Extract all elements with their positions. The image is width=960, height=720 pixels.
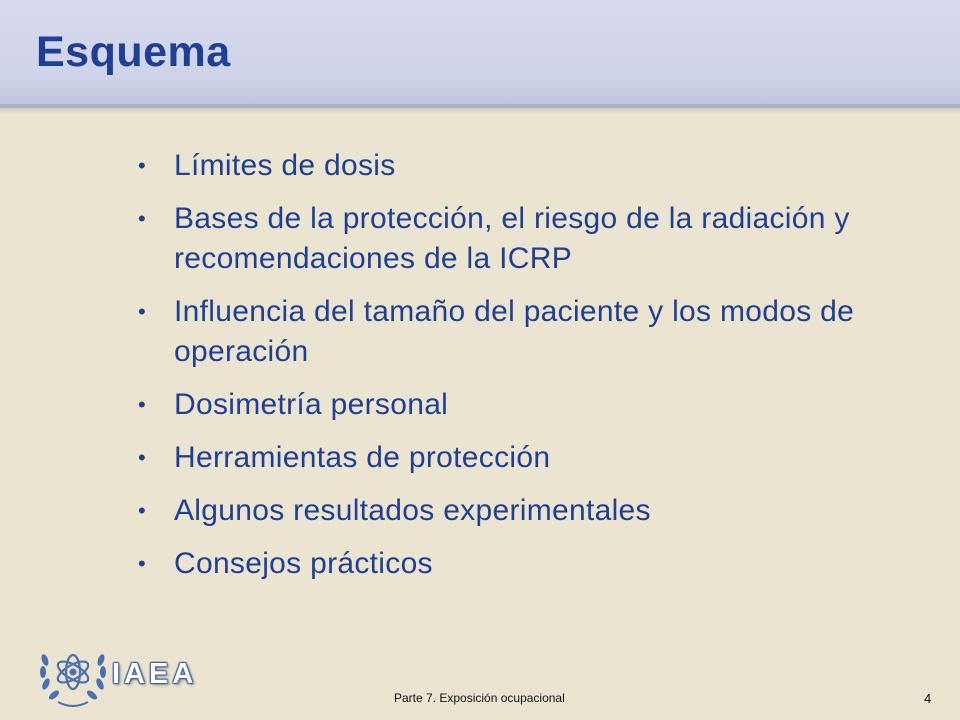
bullet-dot: •	[138, 551, 147, 576]
iaea-logo-icon	[36, 638, 110, 712]
bullet-item	[134, 385, 934, 425]
bullet-item	[134, 491, 934, 531]
bullet-item	[134, 544, 934, 584]
bullet-list	[134, 146, 934, 597]
iaea-logo-text: IAEA	[112, 658, 198, 690]
footer-caption: Parte 7. Exposición ocupacional	[394, 691, 565, 705]
bullet-text: Algunos resultados experimentales	[174, 494, 651, 527]
bullet-item	[134, 199, 934, 279]
bullet-text: Dosimetría personal	[174, 388, 449, 421]
bullet-dot: •	[138, 445, 147, 470]
bullet-text: Límites de dosis	[174, 149, 396, 182]
bullet-text: Consejos prácticos	[174, 547, 433, 580]
bullet-dot: •	[138, 299, 147, 324]
bullet-dot: •	[138, 206, 147, 231]
bullet-text: Herramientas de protección	[174, 441, 551, 474]
bullet-dot: •	[138, 498, 147, 523]
slide-title: Esquema	[36, 28, 231, 76]
page-number: 4	[924, 691, 932, 706]
bullet-text: Influencia del tamaño del paciente y los modos de operación	[174, 295, 855, 368]
bullet-item	[134, 146, 934, 186]
bullet-text: Bases de la protección, el riesgo de la radiación y recomendaciones de la ICRP	[174, 202, 850, 275]
bullet-item	[134, 438, 934, 478]
title-bar-shadow	[0, 104, 960, 114]
bullet-item	[134, 292, 934, 372]
bullet-dot: •	[138, 153, 147, 178]
bullet-dot: •	[138, 392, 147, 417]
